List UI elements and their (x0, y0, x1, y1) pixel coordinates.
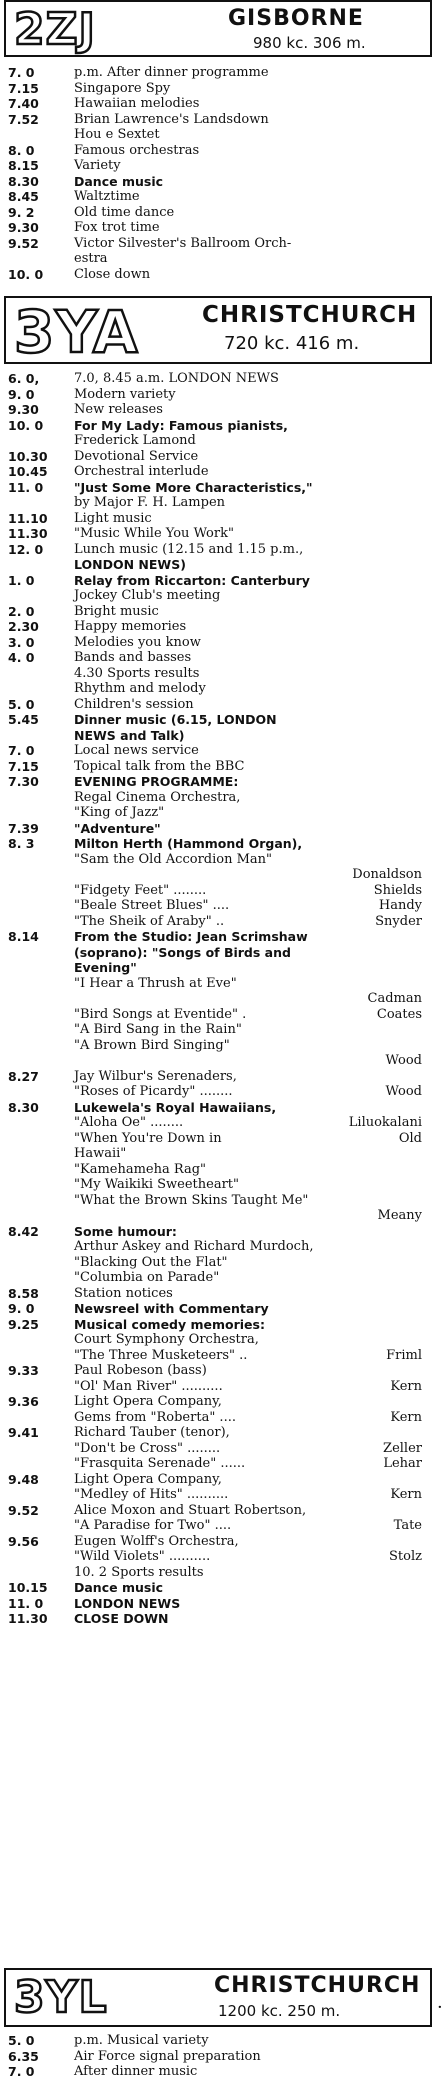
composer-line: Donaldson (352, 867, 422, 882)
schedule-row (8, 1286, 430, 1302)
music-title: "The Sheik of Araby" .. (74, 913, 225, 929)
schedule-row (8, 1425, 430, 1441)
schedule-row (8, 1596, 430, 1612)
music-title: "Frasquita Serenade" ...... (74, 1456, 246, 1471)
programme-time: 7. 0 (8, 2064, 35, 2079)
schedule-row (8, 112, 430, 128)
programme-time: 8. 0 (8, 142, 35, 158)
music-title: "Ol' Man River" .......... (74, 1378, 223, 1394)
programme-title: Jay Wilbur's Serenaders, (74, 1068, 237, 1084)
programme-time: 8.14 (8, 929, 39, 944)
programme-time: 8.30 (8, 1099, 39, 1115)
programme-title: Victor Silvester's Ballroom Orch- (74, 235, 292, 251)
schedule-row (8, 542, 430, 558)
programme-time: 10.30 (8, 448, 48, 464)
composer: Stolz (389, 1549, 422, 1564)
programme-title: Melodies you know (74, 634, 201, 650)
schedule-3ya (8, 371, 430, 1627)
music-item-row (8, 1456, 430, 1472)
programme-title: Fox trot time (74, 220, 160, 235)
schedule-row (8, 418, 430, 434)
programme-title: Light Opera Company, (74, 1394, 222, 1409)
schedule-row (8, 774, 430, 790)
programme-title: Bands and basses (74, 650, 192, 665)
schedule-row (8, 2049, 430, 2065)
composer: Snyder (375, 913, 422, 929)
continuation-line: LONDON NEWS) (74, 557, 186, 572)
programme-title: Singapore Spy (74, 80, 171, 96)
music-title: "Beale Street Blues" .... (74, 898, 230, 913)
programme-time: 8.42 (8, 1223, 39, 1239)
composer-line: Cadman (367, 991, 422, 1006)
station-frequency: 720 kc. 416 m. (224, 333, 360, 354)
programme-title: Bright music (74, 603, 159, 619)
programme-title: Topical talk from the BBC (74, 758, 245, 774)
music-title: "Roses of Picardy" ........ (74, 1084, 233, 1099)
programme-time: 7. 0 (8, 65, 35, 80)
programme-title: Dance music (74, 1580, 164, 1595)
composer: Zeller (383, 1440, 422, 1456)
station-frequency: 1200 kc. 250 m. (218, 2002, 341, 2020)
schedule-row (8, 387, 430, 403)
schedule-row (8, 189, 430, 205)
programme-title: Waltztime (74, 189, 140, 204)
continuation-line: Hou e Sextet (74, 127, 160, 142)
programme-time: 9.41 (8, 1425, 39, 1440)
continuation-line: by Major F. H. Lampen (74, 495, 226, 510)
programme-time: 9. 0 (8, 386, 35, 402)
composer: Friml (386, 1347, 422, 1363)
schedule-2zj (8, 65, 430, 282)
station-city: GISBORNE (228, 6, 364, 31)
programme-title: Musical comedy memories: (74, 1316, 265, 1332)
programme-title: 7.0, 8.45 a.m. LONDON NEWS (74, 371, 279, 386)
continuation-line: "My Waikiki Sweetheart" (74, 1177, 239, 1192)
programme-time: 10. 0 (8, 417, 44, 433)
schedule-row (8, 371, 430, 387)
station-frequency: 980 kc. 306 m. (253, 34, 366, 52)
programme-title: "Just Some More Characteristics," (74, 479, 313, 495)
programme-time: 7.15 (8, 758, 39, 774)
programme-title: Orchestral interlude (74, 464, 209, 479)
continuation-line: Regal Cinema Orchestra, (74, 789, 241, 805)
programme-title: Happy memories (74, 619, 187, 634)
station-banner-3yl (4, 1968, 432, 2027)
schedule-row (8, 1534, 430, 1550)
programme-time: 10.15 (8, 1580, 48, 1595)
schedule-row (8, 650, 430, 666)
programme-title: Hawaiian melodies (74, 96, 200, 111)
programme-time: 9.33 (8, 1363, 39, 1378)
music-title: "Wild Violets" .......... (74, 1549, 211, 1564)
programme-title: Milton Herth (Hammond Organ), (74, 836, 303, 851)
schedule-row (8, 143, 430, 159)
music-title: "The Three Musketeers" .. (74, 1347, 248, 1363)
station-callsign: 2ZJ (14, 4, 96, 55)
continuation-line: Hawaii" (74, 1146, 127, 1161)
schedule-row (8, 1317, 430, 1333)
programme-time: 8.45 (8, 189, 39, 204)
programme-title: Variety (74, 158, 121, 173)
station-callsign: 3YL (14, 1972, 108, 2023)
schedule-row (8, 821, 430, 837)
programme-title: Famous orchestras (74, 142, 200, 158)
schedule-row (8, 449, 430, 465)
programme-time: 8.58 (8, 1285, 39, 1301)
music-item-row (8, 1115, 430, 1131)
music-title: "A Paradise for Two" .... (74, 1518, 232, 1533)
music-item-row (8, 1131, 430, 1147)
schedule-row (8, 836, 430, 852)
programme-title: Paul Robeson (bass) (74, 1363, 207, 1378)
programme-title: Modern variety (74, 386, 176, 402)
schedule-row (8, 236, 430, 252)
continuation-line: Arthur Askey and Richard Murdoch, (74, 1239, 314, 1254)
programme-time: 9.48 (8, 1471, 39, 1487)
programme-title: "Adventure" (74, 820, 161, 836)
continuation-line: 10. 2 Sports results (74, 1564, 204, 1580)
continuation-line: Jockey Club's meeting (74, 588, 221, 603)
composer: Kern (390, 1409, 422, 1425)
composer: Tate (393, 1518, 422, 1533)
programme-time: 7.40 (8, 96, 39, 111)
programme-title: Local news service (74, 743, 199, 758)
schedule-row (8, 526, 430, 542)
programme-time: 6. 0, (8, 371, 40, 386)
programme-time: 9.52 (8, 1502, 39, 1518)
programme-title: p.m. After dinner programme (74, 65, 269, 80)
continuation-line: "I Hear a Thrush at Eve" (74, 975, 237, 991)
schedule-row (8, 1394, 430, 1410)
programme-title: Old time dance (74, 204, 175, 220)
schedule-row (8, 2033, 430, 2049)
programme-title: Eugen Wolff's Orchestra, (74, 1533, 239, 1549)
programme-time: 11.30 (8, 526, 48, 541)
schedule-row (8, 511, 430, 527)
music-title: "Fidgety Feet" ........ (74, 882, 207, 898)
music-title: "Medley of Hits" .......... (74, 1487, 229, 1502)
music-item-row (8, 1379, 430, 1395)
programme-title: Dinner music (6.15, LONDON (74, 712, 277, 727)
programme-time: 9. 2 (8, 204, 35, 220)
schedule-row (8, 1100, 430, 1116)
schedule-row (8, 402, 430, 418)
composer: Wood (385, 1084, 422, 1099)
continuation-line: (soprano): "Songs of Birds and (74, 944, 291, 960)
schedule-row (8, 929, 430, 945)
schedule-row (8, 1611, 430, 1627)
music-item-row (8, 1007, 430, 1023)
composer: Old (398, 1130, 422, 1146)
programme-time: 8.15 (8, 158, 39, 173)
programme-time: 2.30 (8, 619, 39, 634)
programme-title: Newsreel with Commentary (74, 1301, 269, 1316)
continuation-line: "Kamehameha Rag" (74, 1161, 206, 1177)
station-banner-3ya (4, 296, 432, 364)
music-item-row (8, 898, 430, 914)
composer: Lehar (383, 1456, 422, 1471)
programme-title: Light Opera Company, (74, 1471, 222, 1487)
schedule-row (8, 635, 430, 651)
programme-title: Lukewela's Royal Hawaiians, (74, 1099, 277, 1115)
schedule-row (8, 619, 430, 635)
programme-time: 11.30 (8, 1611, 48, 1626)
schedule-row (8, 1069, 430, 1085)
schedule-row (8, 464, 430, 480)
programme-time: 11. 0 (8, 1595, 44, 1611)
music-title: "Don't be Cross" ........ (74, 1440, 221, 1456)
continuation-line: NEWS and Talk) (74, 727, 185, 743)
schedule-row (8, 1580, 430, 1596)
schedule-row (8, 81, 430, 97)
schedule-row (8, 1301, 430, 1317)
programme-time: 2. 0 (8, 603, 35, 619)
schedule-row (8, 1472, 430, 1488)
station-city: CHRISTCHURCH (214, 1973, 421, 1998)
music-title: "Bird Songs at Eventide" . (74, 1006, 247, 1022)
programme-time: 4. 0 (8, 650, 35, 665)
schedule-row (8, 158, 430, 174)
schedule-row (8, 712, 430, 728)
programme-time: 9.30 (8, 220, 39, 235)
station-city: CHRISTCHURCH (202, 302, 418, 328)
programme-time: 9.25 (8, 1316, 39, 1332)
programme-time: 11. 0 (8, 479, 44, 495)
music-item-row (8, 1410, 430, 1426)
continuation-line: Rhythm and melody (74, 681, 206, 696)
programme-title: Richard Tauber (tenor), (74, 1425, 230, 1440)
schedule-row (8, 604, 430, 620)
continuation-line: estra (74, 251, 108, 266)
programme-time: 5.45 (8, 712, 39, 727)
programme-time: 6.35 (8, 2048, 39, 2064)
programme-time: 7.39 (8, 820, 39, 836)
programme-title: EVENING PROGRAMME: (74, 774, 239, 789)
programme-time: 8. 3 (8, 836, 35, 851)
schedule-row (8, 1363, 430, 1379)
music-item-row (8, 1348, 430, 1364)
programme-time: 10.45 (8, 464, 48, 479)
programme-title: Lunch music (12.15 and 1.15 p.m., (74, 541, 304, 557)
continuation-line: "A Brown Bird Singing" (74, 1037, 230, 1053)
schedule-row (8, 697, 430, 713)
continuation-line: Frederick Lamond (74, 433, 196, 448)
schedule-row (8, 174, 430, 190)
schedule-row (8, 759, 430, 775)
programme-time: 8.30 (8, 173, 39, 189)
music-item-row (8, 1518, 430, 1534)
schedule-row (8, 1503, 430, 1519)
schedule-3yl (8, 2033, 430, 2080)
composer: Handy (378, 898, 422, 913)
schedule-row (8, 573, 430, 589)
schedule-row (8, 743, 430, 759)
programme-title: Relay from Riccarton: Canterbury (74, 572, 310, 588)
music-item-row (8, 1084, 430, 1100)
programme-time: 11.10 (8, 510, 48, 526)
programme-time: 1. 0 (8, 572, 35, 588)
schedule-row (8, 2064, 430, 2080)
schedule-row (8, 480, 430, 496)
music-item-row (8, 1549, 430, 1565)
music-item-row (8, 1441, 430, 1457)
programme-title: LONDON NEWS (74, 1595, 181, 1611)
programme-time: 9.36 (8, 1394, 39, 1409)
composer: Liluokalani (348, 1115, 422, 1130)
schedule-row (8, 220, 430, 236)
continuation-line: "Sam the Old Accordion Man" (74, 851, 273, 867)
programme-title: From the Studio: Jean Scrimshaw (74, 929, 308, 944)
programme-time: 7.52 (8, 111, 39, 127)
composer: Kern (390, 1378, 422, 1394)
music-item-row (8, 883, 430, 899)
continuation-line: "A Bird Sang in the Rain" (74, 1022, 242, 1037)
schedule-row (8, 96, 430, 112)
programme-time: 7. 0 (8, 743, 35, 758)
programme-title: New releases (74, 402, 163, 417)
programme-title: p.m. Musical variety (74, 2033, 209, 2048)
station-callsign: 3YA (14, 298, 139, 364)
programme-time: 3. 0 (8, 634, 35, 650)
programme-title: CLOSE DOWN (74, 1611, 169, 1626)
programme-title: Light music (74, 510, 152, 526)
programme-title: Close down (74, 266, 151, 282)
composer-line: Meany (377, 1208, 422, 1223)
programme-time: 9. 0 (8, 1301, 35, 1316)
programme-time: 5. 0 (8, 696, 35, 712)
programme-title: Dance music (74, 173, 164, 189)
music-title: Gems from "Roberta" .... (74, 1409, 236, 1425)
programme-title: Brian Lawrence's Landsdown (74, 111, 269, 127)
programme-title: Station notices (74, 1285, 173, 1301)
programme-time: 9.52 (8, 235, 39, 251)
composer: Kern (390, 1487, 422, 1502)
composer: Shields (373, 882, 422, 898)
programme-time: 9.30 (8, 402, 39, 417)
programme-title: After dinner music (74, 2064, 198, 2079)
continuation-line: "What the Brown Skins Taught Me" (74, 1192, 309, 1208)
programme-title: Children's session (74, 696, 194, 712)
music-item-row (8, 914, 430, 930)
schedule-row (8, 1224, 430, 1240)
continuation-line: "King of Jazz" (74, 805, 165, 820)
programme-time: 9.56 (8, 1533, 39, 1549)
continuation-line: Court Symphony Orchestra, (74, 1332, 259, 1347)
programme-title: Air Force signal preparation (74, 2048, 261, 2064)
music-title: "Aloha Oe" ........ (74, 1115, 184, 1130)
music-item-row (8, 1487, 430, 1503)
programme-time: 5. 0 (8, 2033, 35, 2048)
schedule-row (8, 65, 430, 81)
composer: Coates (376, 1006, 422, 1022)
continuation-line: "Columbia on Parade" (74, 1270, 220, 1285)
programme-time: 10. 0 (8, 266, 44, 282)
continuation-line: 4.30 Sports results (74, 665, 200, 681)
programme-title: Some humour: (74, 1223, 177, 1239)
programme-time: 8.27 (8, 1068, 39, 1084)
programme-time: 12. 0 (8, 541, 44, 557)
music-title: "When You're Down in (74, 1130, 222, 1146)
composer-line: Wood (385, 1053, 422, 1068)
programme-title: Devotional Service (74, 448, 199, 464)
programme-title: Alice Moxon and Stuart Robertson, (74, 1502, 307, 1518)
programme-title: For My Lady: Famous pianists, (74, 417, 288, 433)
programme-title: "Music While You Work" (74, 526, 234, 541)
schedule-row (8, 205, 430, 221)
programme-time: 7.15 (8, 80, 39, 96)
schedule-row (8, 267, 430, 283)
stray-dot: · (437, 1997, 443, 2018)
programme-time: 7.30 (8, 774, 39, 789)
continuation-line: "Blacking Out the Flat" (74, 1254, 228, 1270)
continuation-line: Evening" (74, 960, 137, 975)
station-banner-2zj (4, 0, 432, 57)
